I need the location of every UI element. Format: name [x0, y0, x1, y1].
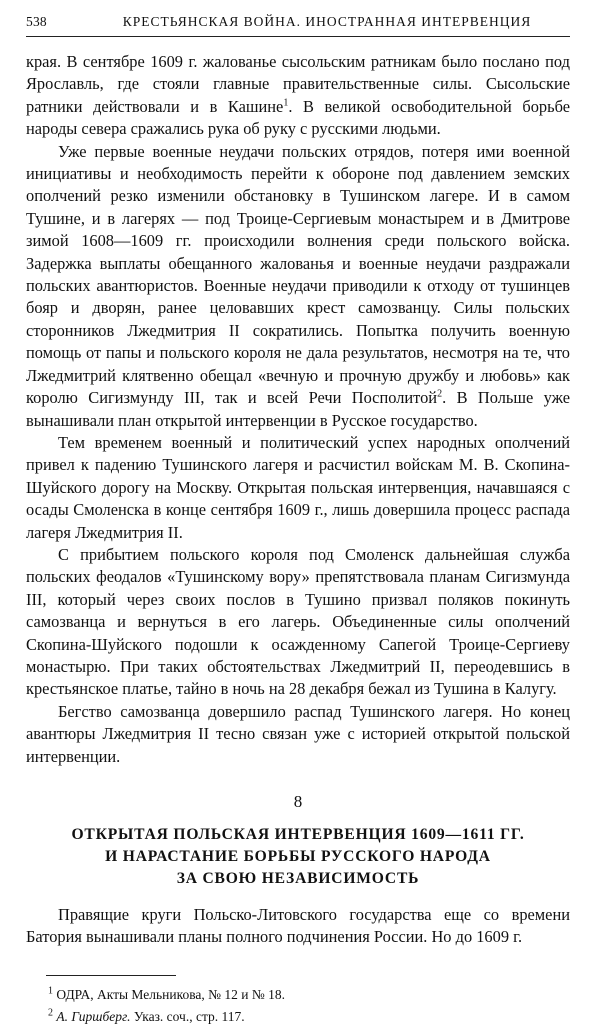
paragraph-text: . В великой освободительной борьбе народы севера сражались рука об руку с русскими людьми. [26, 96, 570, 139]
paragraph-text: . В Польше уже вынашивали план открытой интервенции в Русское государство. [26, 388, 570, 430]
paragraph-text: Бегство самозванца довершило распад Тушинского лагеря. Но конец авантюры Лжедмитрия II тесно связан уже с историей открытой польской интервенции. [26, 701, 570, 766]
paragraph-text: Уже первые военные неудачи польских отрядов, потеря ими военной инициативы и необходимость перейти к обороне под давлением земских ополчений резко изменили обстановку в Тушинском лагере. И в самом Тушине, и в лагерях — под Троице-Сергиевым монастырем и в Дмитрове зимой 1608—1609 гг. происходили волнения среди польского войска. Задержка выплаты обещанного жалованья и военные неудачи раздражали польских авантюристов. Военные неудачи приводили к отходу от тушинцев бояр и дворян, ранее целовавших крест самозванцу. Силы польских сторонников Лжедмитрия II сократились. Попытка получить военную помощь от папы и польского короля не дала результатов, несмотря на те, что Лжедмитрий клятвенно обещал «вечную и прочную дружбу и любовь» как королю Сигизмунду III, так и всей Речи Посполитой [26, 141, 570, 408]
paragraph [26, 51, 570, 141]
paragraph [26, 701, 570, 768]
page-header [26, 14, 570, 37]
section-title-line: ОТКРЫТАЯ ПОЛЬСКАЯ ИНТЕРВЕНЦИЯ 1609—1611 ГГ. [71, 826, 525, 843]
section-title-line: И НАРАСТАНИЕ БОРЬБЫ РУССКОГО НАРОДА [105, 848, 491, 865]
footnote-author: А. Гиршберг. [56, 1008, 131, 1024]
section-title-line: ЗА СВОЮ НЕЗАВИСИМОСТЬ [176, 870, 420, 887]
paragraph [26, 544, 570, 701]
paragraph-text: края. В сентябре 1609 г. жалованье сысольским ратникам было послано под Ярославль, где стояли главные правительственные силы. Сысольские ратники действовали и в Кашине [26, 52, 570, 116]
footnote [26, 1006, 570, 1028]
paragraph-text: С прибытием польского короля под Смоленск дальнейшая служба польских феодалов «Тушинскому вору» препятствовала планам Сигизмунда III, который через своих послов в Тушино призвал поляков покинуть самозванца и вернуться в его лагерь. Объединенные силы ополчений Скопина-Шуйского подошли к осажденному Сапегой Троице-Сергиеву монастырю. При таких обстоятельствах Лжедмитрий II, переодевшись в крестьянское платье, тайно в ночь на 28 декабря бежал из Тушина в Калугу. [26, 544, 570, 699]
footnote-text: Указ. соч., стр. 117. [133, 1008, 245, 1024]
section-paragraph: Правящие круги Польско-Литовского государства еще со времени Батория вынашивали планы полного подчинения России. Но до 1609 г. [26, 905, 570, 947]
footnote-text: ОДРА, Акты Мельникова, № 12 и № 18. [56, 986, 285, 1002]
footnote-ref: 1 [283, 97, 289, 109]
footnote-divider [46, 975, 176, 976]
section-number: 8 [293, 792, 303, 811]
section-title [26, 824, 570, 890]
paragraph [26, 141, 570, 432]
footnote-mark: 2 [48, 1007, 53, 1019]
body-text [26, 51, 570, 768]
paragraph-text: Тем временем военный и политический успех народных ополчений привел к падению Тушинского лагеря и расчистил войскам М. В. Скопина-Шуйского дорогу на Москву. Открытая польская интервенция, начавшаяся с осады Смоленска в конце сентября 1609 г., лишь довершила процесс распада лагеря Лжедмитрия II. [26, 432, 570, 542]
footnote-mark: 1 [48, 985, 53, 997]
running-title: КРЕСТЬЯНСКАЯ ВОЙНА. ИНОСТРАННАЯ ИНТЕРВЕНЦИЯ [122, 14, 532, 29]
page-number: 538 [26, 14, 47, 29]
footnote-ref: 2 [437, 388, 443, 400]
paragraph [26, 432, 570, 544]
